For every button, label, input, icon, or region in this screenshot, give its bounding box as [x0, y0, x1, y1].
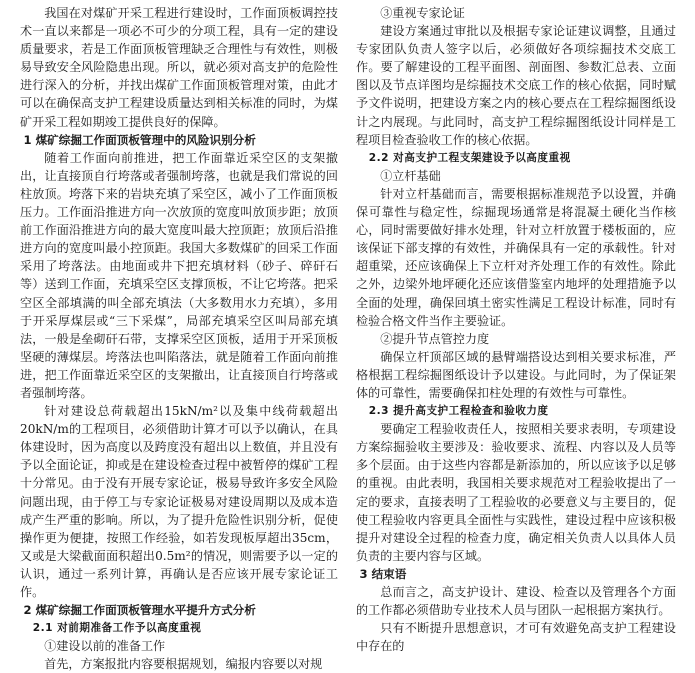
section-1-paragraph-1: [20, 149, 338, 402]
intro-paragraph: 我国在对煤矿开采工程进行建设时，工作面顶板调控技术一直以来都是一项必不可少的分项工程，具有一定的建设质量要求，若是工作面顶板管理缺乏合理性与有效性，则极易导致安全风险隐患出现。所以，就必须对高支护的危险性进行深入的分析，并找出煤矿工作面顶板管理对策，由此才可以在确保高支护工程建设质量达到相关标准的同时，为煤矿开采工程如期竣工提供良好的保障。: [20, 6, 338, 129]
conclusion-paragraph-continued: 只有不断提升思想意识，才可有效避免高支护工程建设中存在的: [356, 621, 676, 654]
left-column: [20, 4, 338, 673]
node-control-subheading: ②提升节点管控力度: [380, 331, 490, 346]
section-2-3-heading: 2.3 提升高支护工程检查和验收力度: [368, 405, 549, 418]
section-1-heading: 1 煤矿综掘工作面顶板管理中的风险识别分析: [23, 132, 256, 147]
section-2-1-heading: 2.1 对前期准备工作予以高度重视: [32, 622, 202, 635]
section-2-1-paragraph: 首先，方案报批内容要根据规划，编报内容要以对规: [44, 657, 323, 672]
section-1-paragraph-1-text: 随着工作面向前推进，把工作面靠近采空区的支架撤出，让直接顶自行垮落或者强制垮落，也就是我们常说的回柱放顶。垮落下来的岩块充填了采空区，减小了工作面顶板压力。工作面沿推进方向一次放顶的宽度叫放顶步距；放顶前工作面沿推进方向的最大宽度叫最大控顶距；放顶后沿推进方向的宽度叫最小控顶距。我国大多数煤矿的回采工作面采用了垮落法。由地面或井下把充填材料（砂子、碎矸石等）送到工作面，充填采空区支撑顶板，不让它垮落。把采空区全部填满的叫全部充填法（大多数用水力充填），多用于开采厚煤层或“三下采煤”，局部充填采空区叫局部充填法，一般是垒砌矸石带，支撑采空区顶板，适用于开采顶板坚硬的薄煤层。垮落法也叫陷落法，就是随着工作面向前推进，把工作面靠近采空区的支架撤出，让直接顶自行垮落或者强制垮落: [20, 150, 338, 400]
section-1-paragraph-1-period: 。: [80, 385, 93, 400]
pole-foundation-subheading: ①立杆基础: [380, 168, 441, 183]
inspection-paragraph: 要确定工程验收责任人，按照相关要求表明，专项建设方案综掘验收主要涉及：验收要求、流程、内容以及人员等多个层面。由于这些内容都是新添加的，所以应该予以足够的重视。由此表明，我国相关要求规范对工程验收提出了一定的要求，直接表明了工程验收的必要意义与主要目的，促使工程验收内容更具全面性与实践性，建设过程中应该积极提升对建设全过程的检查力度，确定相关负责人以具体人员负责的主要内容与区域。: [356, 422, 676, 563]
section-2-2-heading: 2.2 对高支护工程支架建设予以高度重视: [368, 151, 571, 164]
section-3-heading: 3 结束语: [359, 566, 407, 581]
pole-foundation-paragraph: 针对立杆基础而言，需要根据标准规范予以设置，并确保可靠性与稳定性，综掘现场通常是将混凝土硬化当作核心，同时需要做好排水处理，针对立杆放置于楼板面的，应该保证下部支撑的有效性，并确保具有一定的承载性。针对超重梁，还应该确保上下立杆对齐处理工作的有效性。除此之外，边梁外地坪硬化还应该借鉴室内地坪的处理措施予以全面的处理，确保回填土密实性满足工程设计标准，同时有检验合格文件当作主要验证。: [356, 186, 676, 328]
conclusion-paragraph: 总而言之，高支护设计、建设、检查以及管理各个方面的工作都必须借助专业技术人员与团队一起根据方案执行。: [356, 585, 676, 618]
right-column: [356, 4, 676, 655]
section-2-1-subheading: ①建设以前的准备工作: [44, 639, 166, 654]
expert-review-paragraph: 建设方案通过审批以及根据专家论证建议调整，且通过专家团队负责人签字以后，必须做好各项综掘技术交底工作。要了解建设的工程平面图、剖面图、参数汇总表、立面图以及节点详图均是综掘技术交底工作的核心依据，同时赋予文件说明，把建设方案之内的核心要点在工程综掘图纸设计之内展现。与此同时，高支护工程综掘图纸设计同样是工程项目检查验收工作的核心依据。: [356, 24, 676, 147]
expert-review-subheading: ③重视专家论证: [380, 6, 465, 20]
section-1-paragraph-2: 针对建设总荷载超出15kN/m²以及集中线荷载超出20kN/m的工程项目，必须借助计算才可以予以确认，在具体建设时，因为高度以及跨度没有超出以上数值，并且没有予以全面论证，抑或是在建设检查过程中被暂停的煤矿工程十分常见。由于没有开展专家论证，极易导致许多安全风险问题出现，由于停工与专家论证极易对建设周期以及成本造成产生严重的影响。所以，为了提升危险性识别分析，促使操作更为便捷，按照工作经验，如若发现板厚超出35cm，又或是大梁截面面积超出0.5m²的情况，则需要予以一定的认识，通过一系列计算，再确认是否应该开展专家论证工作。: [20, 404, 338, 599]
node-control-paragraph: 确保立杆顶部区域的悬臂端搭设达到相关要求标准，严格根据工程综掘图纸设计予以建设。与此同时，为了保证架体的可靠性，需要确保扣柱处理的有效性与可靠性。: [356, 349, 676, 400]
section-2-heading: 2 煤矿综掘工作面顶板管理水平提升方式分析: [23, 603, 256, 618]
